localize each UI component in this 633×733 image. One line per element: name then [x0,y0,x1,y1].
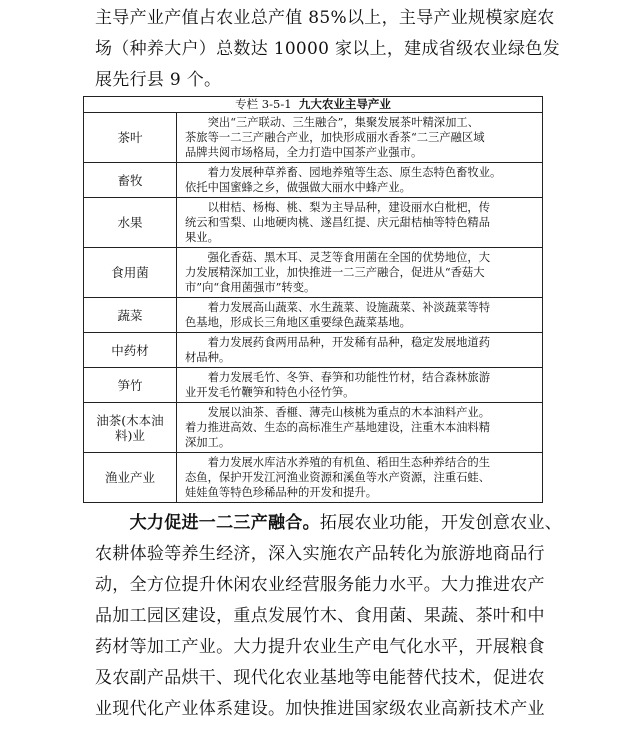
row-description: 着力发展种草养畜、园地养殖等生态、原生态特色畜牧业。 依托中国蜜蜂之乡，做强做大丽水中蜂产业。 [177,163,543,198]
table-title-row [84,97,543,113]
industry-table [83,96,543,503]
table-title [84,97,543,113]
closing-line: 药材等加工产业。大力提升农业生产电气化水平，开展粮食 [95,637,545,657]
intro-paragraph [95,3,560,96]
intro-line: 展先行县 9 个。 [95,70,222,90]
table-row [84,453,543,503]
table-row [84,198,543,248]
table-row [84,163,543,198]
row-category: 渔业产业 [84,453,177,503]
table-row [84,298,543,333]
row-description: 发展以油茶、香榧、薄壳山核桃为重点的木本油料产业。 着力推进高效、生态的高标准生产基地建设，注重木本油料精 深加工。 [177,403,543,453]
row-description: 以柑桔、杨梅、桃、梨为主导品种，建设丽水白枇杷，传 统云和雪梨、山地硬肉桃、遂昌红提、庆元甜桔柚等特色精品 果业。 [177,198,543,248]
closing-line: 品加工园区建设，重点发展竹木、食用菌、果蔬、茶叶和中 [95,606,545,626]
row-description: 强化香菇、黑木耳、灵芝等食用菌在全国的优势地位，大 力发展精深加工业，加快推进一二三产融合，促进从“香菇大 市”向“食用菌强市”转变。 [177,248,543,298]
row-category: 畜牧 [84,163,177,198]
table-row [84,333,543,368]
closing-line: 大力促进一二三产融合。拓展农业功能，开发创意农业、 [95,513,563,533]
closing-line: 业现代化产业体系建设。加快推进国家级农业高新技术产业 [95,699,545,719]
row-description: 着力发展药食两用品种，开发稀有品种，稳定发展地道药 材品种。 [177,333,543,368]
closing-line: 动，全方位提升休闲农业经营服务能力水平。大力推进农产 [95,575,545,595]
closing-paragraph [95,508,563,725]
section-lead: 大力促进一二三产融合。 [95,513,320,533]
row-category: 蔬菜 [84,298,177,333]
intro-line: 主导产业产值占农业总产值 85%以上，主导产业规模家庭农 [95,8,555,28]
row-description: 着力发展毛竹、冬笋、春笋和功能性竹材，结合森林旅游 业开发毛竹鞭笋和特色小径竹笋。 [177,368,543,403]
table-row [84,248,543,298]
row-category: 笋竹 [84,368,177,403]
row-category: 油茶(木本油 料)业 [84,403,177,453]
table-row [84,403,543,453]
row-category: 中药材 [84,333,177,368]
closing-line: 及农副产品烘干、现代化农业基地等电能替代技术，促进农 [95,668,545,688]
intro-line: 场（种养大户）总数达 10000 家以上，建成省级农业绿色发 [95,39,560,59]
row-description: 着力发展水库洁水养殖的有机鱼、稻田生态种养结合的生 态鱼，保护开发江河渔业资源和溪鱼等水产资源，注重石蛙、 娃娃鱼等特色珍稀品种的开发和提升。 [177,453,543,503]
row-description: 突出“三产联动、三生融合”，集聚发展茶叶精深加工、 茶旅等一二三产融合产业，加快形成丽水香茶“二三产融区域 品牌共阅市场格局，全力打造中国茶产业强市。 [177,113,543,163]
closing-line: 农耕体验等养生经济，深入实施农产品转化为旅游地商品行 [95,544,545,564]
table-row [84,113,543,163]
table-label: 专栏 3-5-1 [235,97,292,111]
row-category: 水果 [84,198,177,248]
row-description: 着力发展高山蔬菜、水生蔬菜、设施蔬菜、补淡蔬菜等特 色基地，形成长三角地区重要绿色蔬菜基地。 [177,298,543,333]
table-caption: 九大农业主导产业 [298,97,391,111]
row-category: 茶叶 [84,113,177,163]
table-row [84,368,543,403]
row-category: 食用菌 [84,248,177,298]
